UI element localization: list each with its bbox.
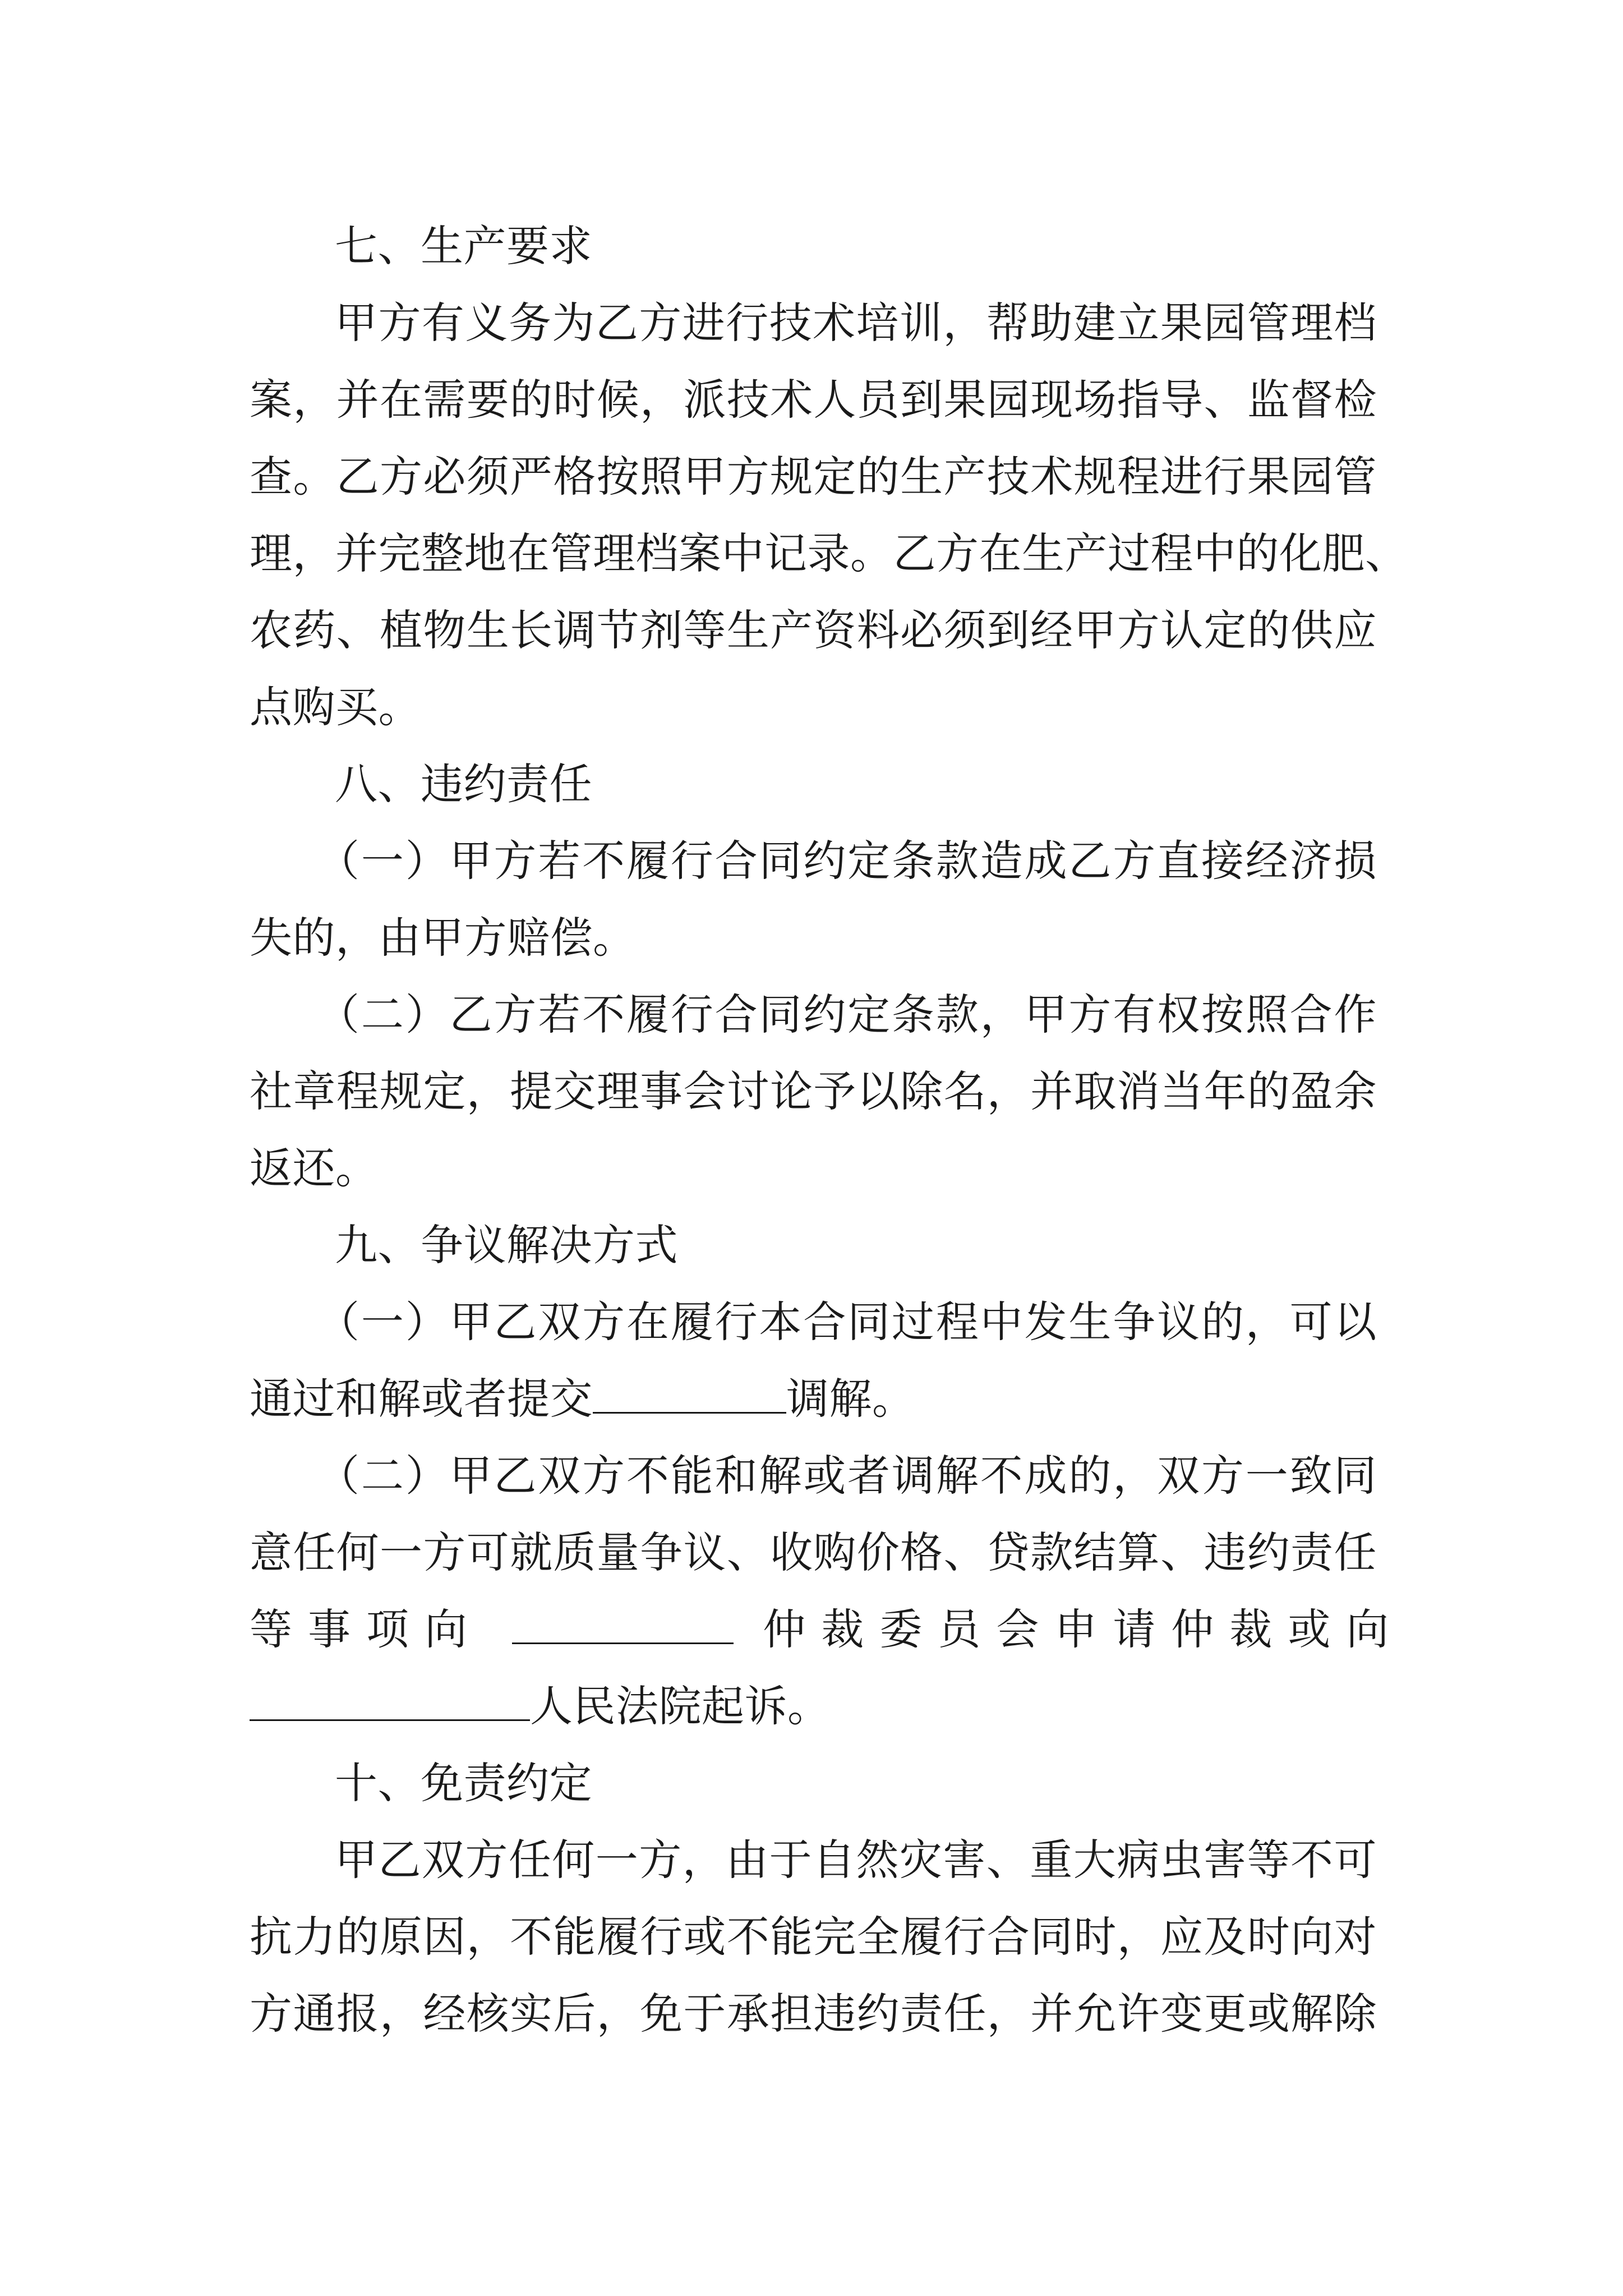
section-heading-7: 七、生产要求 bbox=[335, 221, 592, 271]
section-heading-9: 九、争议解决方式 bbox=[335, 1220, 678, 1270]
line-text: 调解。 bbox=[786, 1374, 915, 1424]
paragraph-line: 失的，由甲方赔偿。 bbox=[250, 913, 636, 963]
paragraph-line: 理，并完整地在管理档案中记录。乙方在生产过程中的化肥、 bbox=[250, 528, 1408, 578]
paragraph-line: 查。乙方必须严格按照甲方规定的生产技术规程进行果园管 bbox=[250, 452, 1377, 501]
paragraph-line: （一）甲乙双方在履行本合同过程中发生争议的，可以 bbox=[317, 1297, 1377, 1347]
fill-in-blank-court[interactable] bbox=[250, 1685, 530, 1721]
fill-in-blank-mediator[interactable] bbox=[593, 1377, 786, 1414]
paragraph-line: （一）甲方若不履行合同约定条款造成乙方直接经济损 bbox=[317, 836, 1377, 886]
section-heading-10: 十、免责约定 bbox=[335, 1758, 592, 1808]
paragraph-line: 抗力的原因，不能履行或不能完全履行合同时，应及时向对 bbox=[250, 1912, 1377, 1962]
paragraph-line: 社章程规定，提交理事会讨论予以除名，并取消当年的盈余 bbox=[250, 1066, 1377, 1116]
paragraph-line: （二）甲乙双方不能和解或者调解不成的，双方一致同 bbox=[317, 1451, 1377, 1501]
paragraph-line: 农药、植物生长调节剂等生产资料必须到经甲方认定的供应 bbox=[250, 605, 1377, 655]
paragraph-line bbox=[250, 1668, 1377, 1745]
line-text: 人民法院起诉。 bbox=[530, 1681, 831, 1731]
paragraph-line: 甲乙双方任何一方，由于自然灾害、重大病虫害等不可 bbox=[335, 1835, 1377, 1885]
paragraph-line: （二）乙方若不履行合同约定条款，甲方有权按照合作 bbox=[317, 990, 1377, 1039]
line-text: 仲裁委员会申请仲裁或向 bbox=[763, 1604, 1405, 1654]
paragraph-line: 意任何一方可就质量争议、收购价格、贷款结算、违约责任 bbox=[250, 1527, 1377, 1577]
line-text: 等事项向 bbox=[250, 1604, 483, 1654]
fill-in-blank-arbitration[interactable] bbox=[512, 1608, 734, 1644]
document-body bbox=[250, 208, 1408, 2052]
line-text: 通过和解或者提交 bbox=[250, 1374, 593, 1424]
paragraph-line: 点购买。 bbox=[250, 682, 421, 732]
paragraph-line: 案，并在需要的时候，派技术人员到果园现场指导、监督检 bbox=[250, 375, 1377, 425]
paragraph-line bbox=[250, 1360, 1377, 1437]
section-heading-8: 八、违约责任 bbox=[335, 759, 592, 809]
paragraph-line: 方通报，经核实后，免于承担违约责任，并允许变更或解除 bbox=[250, 1989, 1377, 2039]
paragraph-line: 甲方有义务为乙方进行技术培训，帮助建立果园管理档 bbox=[335, 298, 1377, 348]
paragraph-line bbox=[250, 1591, 1405, 1668]
paragraph-line: 返还。 bbox=[250, 1143, 379, 1193]
